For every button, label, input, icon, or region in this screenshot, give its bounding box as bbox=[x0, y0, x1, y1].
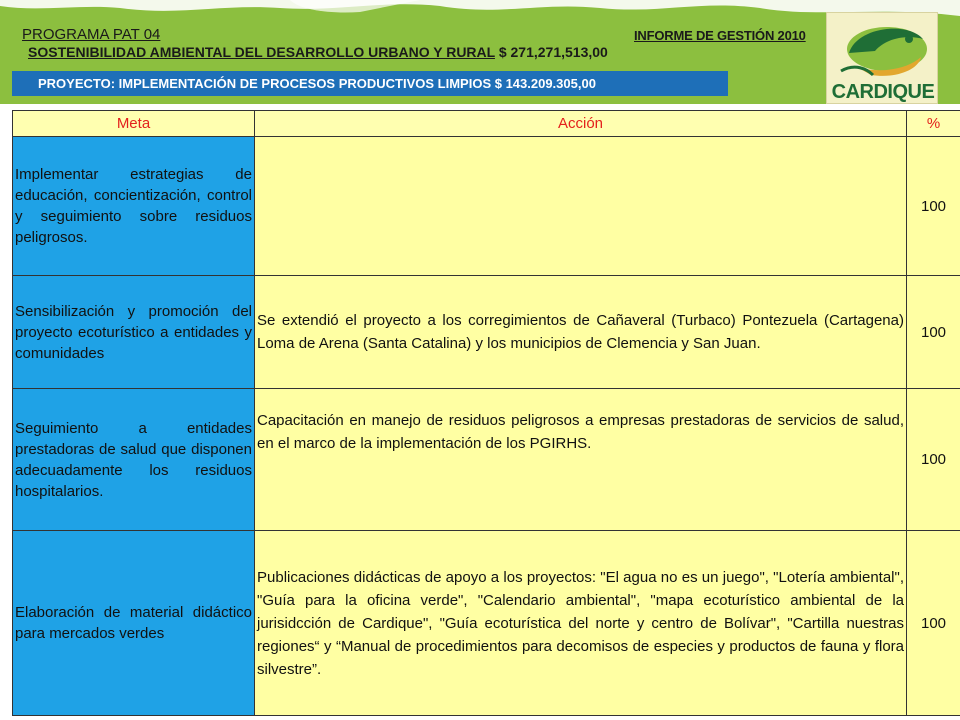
sustainability-amount: $ 271,271,513,00 bbox=[494, 44, 608, 60]
table-row bbox=[13, 389, 960, 531]
logo-text: CARDIQUE bbox=[831, 81, 935, 103]
action-cell: Publicaciones didácticas de apoyo a los proyectos: "El agua no es un juego", "Lotería ambiental", "Guía para la oficina verde", "Calendario ambiental", "mapa ecoturístico ambiental de la jurisidcción de Cardique", "Guía ecoturística del norte y centro de Bolívar", "Cartilla nuestras regiones“ y “Manual de procedimientos para decomisos de especies y productos de fauna y flora silvestre”. bbox=[255, 531, 907, 716]
table-header-row bbox=[13, 111, 960, 137]
header-band bbox=[0, 0, 960, 110]
percent-cell: 100 bbox=[907, 137, 960, 276]
meta-cell: Implementar estrategias de educación, concientización, control y seguimiento sobre residuos peligrosos. bbox=[13, 137, 255, 276]
action-cell bbox=[255, 137, 907, 276]
percent-cell: 100 bbox=[907, 389, 960, 531]
table-row bbox=[13, 137, 960, 276]
goals-table bbox=[12, 110, 960, 716]
sustainability-line bbox=[28, 44, 608, 60]
action-cell: Capacitación en manejo de residuos peligrosos a empresas prestadoras de servicios de salud, en el marco de la implementación de los PGIRHS. bbox=[255, 389, 907, 531]
meta-cell: Seguimiento a entidades prestadoras de salud que disponen adecuadamente los residuos hospitalarios. bbox=[13, 389, 255, 531]
header-percent: % bbox=[907, 111, 960, 137]
action-cell: Se extendió el proyecto a los corregimientos de Cañaveral (Turbaco) Pontezuela (Cartagena) Loma de Arena (Santa Catalina) y los municipios de Clemencia y San Juan. bbox=[255, 276, 907, 389]
percent-cell: 100 bbox=[907, 531, 960, 716]
sustainability-title: SOSTENIBILIDAD AMBIENTAL DEL DESARROLLO URBANO Y RURAL bbox=[28, 44, 495, 60]
cardique-logo bbox=[826, 12, 938, 104]
table-row bbox=[13, 531, 960, 716]
project-bar: PROYECTO: IMPLEMENTACIÓN DE PROCESOS PRODUCTIVOS LIMPIOS $ 143.209.305,00 bbox=[12, 71, 728, 96]
report-title: INFORME DE GESTIÓN 2010 bbox=[634, 28, 806, 43]
program-label: PROGRAMA PAT 04 bbox=[22, 26, 161, 43]
percent-cell: 100 bbox=[907, 276, 960, 389]
meta-cell: Elaboración de material didáctico para mercados verdes bbox=[13, 531, 255, 716]
meta-cell: Sensibilización y promoción del proyecto ecoturístico a entidades y comunidades bbox=[13, 276, 255, 389]
header-meta: Meta bbox=[13, 111, 255, 137]
table-row bbox=[13, 276, 960, 389]
header-action: Acción bbox=[255, 111, 907, 137]
